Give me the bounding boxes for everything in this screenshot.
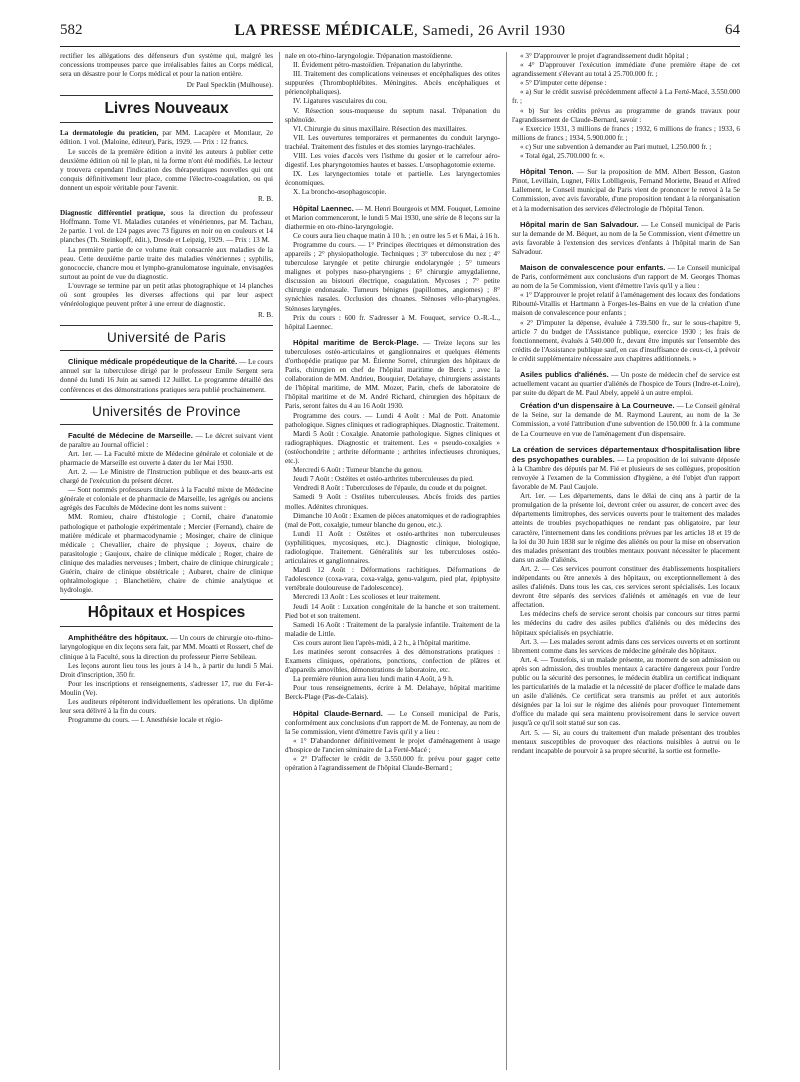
list-item: III. Traitement des complications veineuses et encéphaliques des otites suppurées (Thrombophlébites. Méningites. Abcès encéphaliques et périencéphaliques). (285, 70, 500, 97)
paragraph: « 2° D'affecter le crédit de 3.550.000 fr. prévu pour gager cette opération à l'agrandissement de l'hôpital Claude-Bernard ; (285, 755, 500, 773)
book-title: Diagnostic différentiel pratique, (60, 209, 166, 218)
paragraph: « 1° D'approuver le projet relatif à l'aménagement des locaux des fondations Riboutté-Vitallis et Hartmann à Forges-les-Bains en vue de la création d'une maison de convalescence pour enfants ; (512, 291, 740, 318)
paragraph: Art. 2. — Le Ministre de l'Instruction publique et des beaux-arts est chargé de l'exécution du présent décret. (60, 468, 273, 486)
item-title: Création d'un dispensaire à La Courneuve. (520, 401, 675, 411)
column-2 (285, 52, 500, 1072)
news-item (512, 445, 740, 492)
masthead (60, 22, 740, 40)
item-title: La création de services départementaux d'hospitalisation libre des psychopathes curables. (512, 444, 740, 464)
paragraph: Les leçons auront lieu tous les jours à 14 h., à partir du lundi 5 Mai. Droit d'inscription, 350 fr. (60, 661, 273, 679)
law-article: Art. 2. — Ces services pourront constituer des établissements hospitaliers indépendants ou être annexés à des hôpitaux, ou exceptionnellement à des asiles d'aliénés. Dans tous les cas, ces services seront spécialisés. Les locaux devront être séparés des services d'aliénés et aménagés en vue de leur affectation. (512, 564, 740, 610)
item-text: — Treize leçons sur les tuberculoses ostéo-articulaires et ganglionnaires et quelques éléments d'orthopédie pratique par M. Étienne Sorrel, chirurgien des hôpitaux de Paris, chirurgien en chef de l'hôpital maritime de Berck ; avec la collaboration de MM. Andrieu, Bouquier, Delahaye, chirurgiens assistants de l'hôpital maritime, de MM. Mozer, Parin, chefs de laboratoire de l'hôpital maritime et de M. André Richard, chirurgien des hôpitaux de Paris, seront faites du 4 au 16 Août 1930. (285, 338, 500, 411)
item-text: — Le Conseil général de la Seine, sur la demande de M. Raymond Laurent, au nom de la 3e Commission, a voté l'attribution d'une subvention de 150.000 fr. à la commune de La Courneuve en vue de l'aménagement d'un dispensaire. (512, 402, 740, 438)
book-reference: par MM. Lacapère et Montlaur, 2e édition. 1 vol. (Maloine, éditeur), Paris, 1929. — Prix : 12 francs. (60, 129, 273, 147)
list-item: Jeudi 14 Août : Luxation congénitale de la hanche et son traitement. Pied bot et son traitement. (285, 602, 500, 620)
news-item (512, 401, 740, 438)
item-text: — M. Henri Bourgeois et MM. Fouquet, Lemoine et Marion commenceront, le lundi 5 Mai 1930, une série de 8 leçons sur la diathermie en oto-rhino-laryngologie. (285, 204, 500, 231)
news-item (60, 357, 273, 394)
paragraph: rectifier les allégations des défenseurs d'un système qui, malgré les concessions trompeuses parce que irréalisables faites au Corps médical, sera un désastre pour le Corps médical et pour la nation entière. (60, 52, 273, 79)
list-item: IV. Ligatures vasculaires du cou. (293, 97, 388, 106)
column-3 (512, 52, 740, 1072)
list-item: Mercredi 13 Août : Les scolioses et leur traitement. (293, 593, 441, 602)
list-item: Mardi 5 Août : Coxalgie. Anatomie pathologique. Signes cliniques et radiographiques. Diagnostic et traitement. Les « pseudo-coxalgies » (ostéochondrite ; arthrite déformante ; arthrites infectieuses chroniques, etc.). (285, 429, 500, 466)
paragraph: MM. Romieu, chaire d'histologie ; Cornil, chaire d'anatomie pathologique et pathologie expérimentale ; Mercier (Fernand), chaire de matière médicale et pharmacodynamie ; Mosinger, chaire de clinique médicale ; Chevallier, chaire de physique ; Joyeux, chaire de parasitologie ; Gaujoux, chaire de clinique médicale ; Roger, chaire de clinique des maladies nerveuses ; Imbert, chaire de clinique chirurgicale ; Guérin, chaire de clinique obstétricale ; Aubaret, chaire de clinique ophtalmologique ; Blanchetière, chaire de chimie analytique et hydrologie. (60, 513, 273, 595)
list-item: Samedi 16 Août : Traitement de la paralysie infantile. Traitement de la maladie de Little. (285, 620, 500, 638)
paragraph: Art. 1er. — La Faculté mixte de Médecine générale et coloniale et de pharmacie de Marseille est ouverte à dater du 1er Mai 1930. (60, 449, 273, 467)
section-heading-univ-province: Universités de Province (60, 399, 273, 425)
list-item: X. La broncho-œsophagoscopie. (293, 188, 387, 197)
list-item: Mercredi 6 Août : Tumeur blanche du genou. (293, 466, 423, 475)
item-title: Hôpital maritime de Berck-Plage. (293, 337, 419, 347)
paragraph: Ce cours aura lieu chaque matin à 10 h. ; en outre les 5 et 6 Mai, à 16 h. (293, 231, 500, 240)
list-item: II. Évidement pétro-mastoïdien. Trépanation du labyrinthe. (293, 61, 463, 70)
law-article: Art. 1er. — Les départements, dans le délai de cinq ans à partir de la promulgation de la présente loi, devront créer ou assurer, de concert avec des départements limitrophes, des services ouverts pour le traitement des malades atteints de troubles psychopathiques ne rendant pas obligatoire, par leur caractère, l'internement dans les conditions prévues par les articles 18 et 19 de la loi du 30 Juin 1838 sur le régime des aliénés ou pour la mise en observation des malades présentant des troubles mentaux pouvant nécessiter le placement dans un asile d'aliénés. (512, 492, 740, 564)
paragraph: Pour les inscriptions et renseignements, s'adresser 17, rue du Fer-à-Moulin (Ve). (60, 679, 273, 697)
item-title: Hôpital marin de San Salvadour. (520, 219, 639, 229)
list-item: Dimanche 10 Août : Examen de pièces anatomiques et de radiographies (mal de Pott, coxalgie, tumeur blanche du genou, etc.). (285, 511, 500, 529)
item-text: — Un cours de chirurgie oto-rhino-laryngologique en dix leçons sera fait, par MM. Moatti et Rossert, chef de clinique à la Faculté, sous la direction du professeur Pierre Sebileau. (60, 634, 273, 661)
column-1 (60, 52, 273, 1072)
law-article: Art. 5. — Si, au cours du traitement d'un malade présentant des troubles mentaux susceptibles de provoquer des réactions nuisibles à autrui ou le rendant incapable de pourvoir à sa propre sécurité, la sortie est formelle- (512, 728, 740, 755)
page-number-right: 64 (725, 22, 740, 38)
item-text: — Le cours annuel sur la tuberculose dirigé par le professeur Emile Sergent sera donné du lundi 16 Juin au samedi 12 Juillet. Le programme détaillé des conférences et des démonstrations pratiques sera publié prochainement. (60, 358, 273, 394)
paragraph: « b) Sur les crédits prévus au programme de grands travaux pour l'agrandissement de Claude-Bernard, savoir : (512, 106, 740, 124)
issue-date: , Samedi, 26 Avril 1930 (414, 23, 566, 39)
paragraph: « 5° D'imputer cette dépense : (520, 79, 607, 88)
item-text: — Le Conseil municipal de Paris sur la demande de M. Béquet, au nom de la 5e Commission, vient d'émettre un avis favorable à l'extension des services d'enfants à l'hôpital marin de San Salvadour. (512, 220, 740, 256)
item-title: Maison de convalescence pour enfants. (520, 262, 666, 272)
list-item: Ces cours auront lieu l'après-midi, à 2 h., à l'hôpital maritime. (293, 638, 471, 647)
paragraph: Programme du cours. — 1° Principes électriques et démonstration des appareils ; 2° physiopathologie. Techniques ; 3° tuberculose du nez ; 4° tuberculose laryngée et petite chirurgie endolaryngée ; 5° tumeurs malignes et polypes naso-pharyngiens ; 6° chirurgie amygdalienne, discussion au bistouri électrique, coagulation. Mycoses ; 7° petite chirurgie endonasale. Tumeurs bénignes (papillomes, angiomes) ; 8° synéchies nasales. Occlusion des choanes. Sténoses vélo-pharyngées. Sténoses laryngées. (285, 240, 500, 313)
paragraph: « Exercice 1931, 3 millions de francs ; 1932, 6 millions de francs ; 1933, 6 millions de francs ; 1934, 5.900.000 fr. ; (512, 124, 740, 142)
news-item (285, 338, 500, 412)
signature: R. B. (258, 311, 273, 320)
paragraph: Le succès de la première édition a invité les auteurs à publier cette deuxième édition où nil le plan, ni la forme n'ont été modifiés. Le lecteur y trouvera cependant l'indication des thérapeutiques nouvelles qui ont conquis définitivement leur place, comme l'électro-coagulation, ou qui donnent un espoir véritable pour l'avenir. (60, 147, 273, 192)
paragraph: « 1° D'abandonner définitivement le projet d'aménagement à usage d'hospice de l'ancien séminaire de La Ferté-Macé ; (285, 736, 500, 754)
item-title: Asiles publics d'aliénés. (520, 370, 609, 379)
paragraph: Prix du cours : 600 fr. S'adresser à M. Fouquet, service O.-R.-L., hôpital Laennec. (285, 313, 500, 331)
law-article: Art. 4. — Toutefois, si un malade présente, au moment de son admission ou après son admission, des troubles mentaux à caractère dangereux pour l'ordre public ou la sécurité des personnes, le médecin établira un certificat indiquant les particularités de la maladie et la nécessité de placer d'office le malade dans un asile d'aliénés. Ce certificat sera transmis au préfet et aux autorités désignées par la loi sur le régime des aliénés pour provoquer l'internement d'office du malade qui sera maintenu provisoirement dans le service ouvert jusqu'à ce qu'il soit statué sur son cas. (512, 655, 740, 728)
news-item (512, 263, 740, 291)
paragraph: « Total égal, 25.700.000 fr. ». (520, 152, 605, 161)
list-item: IX. Les laryngectomies totale et partielle. Les laryngectomies économiques. (285, 170, 500, 188)
list-item: Lundi 11 Août : Ostéites et ostéo-arthrites non tuberculeuses (syphilitiques, mycosiques, etc.). Diagnostic clinique, biologique, radiologique. Traitement. Généralités sur les tuberculoses ostéo-articulaires et ganglionnaires. (285, 529, 500, 566)
item-text: — Le Conseil municipal de Paris, conformément aux conclusions d'un rapport de M. Georges Thomas au nom de la 5e Commission, vient d'émettre l'avis qu'il y a lieu : (512, 263, 740, 291)
list-item: Mardi 12 Août : Déformations rachitiques. Déformations de l'adolescence (coxa-vara, coxa-valga, genu-valgum, pied plat, épiphysite vertébrale douloureuse de l'adolescence). (285, 566, 500, 593)
list-item: V. Résection sous-muqueuse du septum nasal. Trépanation du sphénoïde. (285, 106, 500, 124)
list-item: Les matinées seront consacrées à des démonstrations pratiques : Examens cliniques, opérations, ponctions, confection de plâtres et d'appareils amovibles, démonstrations de laboratoire, etc. (285, 648, 500, 675)
column-rule (506, 52, 507, 1070)
list-item: VII. Les ouvertures temporaires et permanentes du conduit laryngo-trachéal. Traitement des fistules et des stomies laryngo-trachéales. (285, 133, 500, 151)
item-text: — Le décret suivant vient de paraître au Journal officiel : (60, 431, 273, 449)
list-item: Vendredi 8 Août : Tuberculoses de l'épaule, du coude et du poignet. (293, 484, 487, 493)
paragraph: Les médecins chefs de service seront choisis par concours sur titres parmi les médecins du cadre des asiles publics d'aliénés ou des médecins des hôpitaux spécialisés en psychiatrie. (512, 610, 740, 637)
paragraph: Les auditeurs répèteront individuellement les opérations. Un diplôme leur sera délivré à la fin du cours. (60, 697, 273, 716)
list-item: Jeudi 7 Août : Ostéites et ostéo-arthrites tuberculeuses du pied. (293, 475, 474, 484)
news-item (285, 709, 500, 737)
paragraph: nale en oto-rhino-laryngologie. Trépanation mastoïdienne. (285, 52, 453, 60)
section-heading-livres: Livres Nouveaux (60, 95, 273, 123)
list-item: VIII. Les voies d'accès vers l'isthme du gosier et le carrefour aéro-digestif. Les pharyngotomies hautes et basses. L'œsophagotomie externe. (285, 152, 500, 170)
list-item: Samedi 9 Août : Ostéites tuberculeuses. Abcès froids des parties molles. Adénites chroniques. (285, 493, 500, 511)
book-review-ref (60, 129, 273, 147)
paragraph: « 2° D'imputer la dépense, évaluée à 739.500 fr., sur le sous-chapitre 9, article 7 du budget de l'Assistance publique, exercice 1930 ; les frais de fonctionnement, évalués à 540.000 fr., devant être imputés sur l'ensemble des crédits de l'Assistance publique sauf, en cas d'insuffisance de ceux-ci, à prévoir le crédit supplémentaire nécessaire aux chapitres additionnels. » (512, 318, 740, 363)
item-title: Hôpital Laennec. (293, 203, 354, 213)
paragraph: « c) Sur une subvention à demander au Pari mutuel, 1.250.000 fr. ; (520, 142, 712, 151)
news-item (512, 220, 740, 257)
item-title: Amphithéâtre des hôpitaux. (68, 633, 169, 643)
paragraph: Programme du cours. — I. Anesthésie locale et régio- (68, 716, 223, 725)
paragraph: La première partie de ce volume était consacrée aux maladies de la peau. Cette deuxième partie traite des maladies vénériennes ; syphilis, gonococcie, chancre mou et lympho-granulomatose inguinale, envisagées surtout au point de vue du diagnostic. (60, 245, 273, 281)
list-item: Programme des cours. — Lundi 4 Août : Mal de Pott. Anatomie pathologique. Signes cliniques et radiographiques. Diagnostic. Traitement. (285, 411, 500, 429)
list-item: Pour tous renseignements, écrire à M. Delahaye, hôpital maritime Berck-Plage (Pas-de-Calais). (285, 684, 500, 702)
book-review-ref (60, 209, 273, 245)
book-reference: sous la direction du professeur Hoffmann. Tome VI. Maladies cutanées et vénériennes, par M. Tachau, 2e partie. 1 vol. de 124 pages avec 73 figures en noir ou en couleurs et 14 planches (Th. Steinkopff, édit.), Dresde et Leipzig, 1929. — Prix : 13 M. (60, 209, 273, 245)
item-title: Hôpital Claude-Bernard. (293, 708, 383, 718)
paragraph: « 4° D'approuver l'exécution immédiate d'une première étape de cet agrandissement s'élevant au total à 25.700.000 fr. ; (512, 61, 740, 79)
news-item (512, 370, 740, 398)
item-title: Faculté de Médecine de Marseille. (68, 430, 193, 440)
column-rule (279, 52, 280, 1070)
item-title: Hôpital Tenon. (520, 167, 574, 177)
item-title: Clinique médicale propédeutique de la Charité. (68, 357, 238, 367)
signature: R. B. (258, 195, 273, 204)
journal-title: LA PRESSE MÉDICALE (234, 22, 415, 39)
signature: Dr Paul Specklin (Mulhouse). (186, 81, 273, 90)
item-text: — Un poste de médecin chef de service est actuellement vacant au quartier d'aliénés de l'hospice de Tours (Indre-et-Loire), par suite du départ de M. Paul Abely, appelé à un autre emploi. (512, 371, 740, 398)
law-article: Art. 3. — Les malades seront admis dans ces services ouverts et en sortiront librement comme dans les services de médecine générale des hôpitaux. (512, 637, 740, 655)
news-item (512, 167, 740, 213)
news-item (60, 431, 273, 450)
section-heading-hopitaux: Hôpitaux et Hospices (60, 599, 273, 627)
paragraph: — Sont nommés professeurs titulaires à la Faculté mixte de Médecine générale et coloniale et de pharmacie de Marseille, les agrégés ou anciens agrégés des Facultés de Médecine dont les noms suivent : (60, 486, 273, 513)
news-item (285, 204, 500, 232)
page-number-left: 582 (60, 22, 83, 38)
list-item: VI. Chirurgie du sinus maxillaire. Résection des maxillaires. (293, 124, 467, 133)
news-item (60, 633, 273, 661)
book-title: La dermatologie du praticien, (60, 129, 159, 138)
section-heading-univ-paris: Université de Paris (60, 325, 273, 351)
list-item: La première réunion aura lieu lundi matin 4 Août, à 9 h. (293, 675, 454, 684)
paragraph: L'ouvrage se termine par un petit atlas photographique et 14 planches où sont groupées les diverses affections qui par leur aspect vénéréologique peuvent prêter à une erreur de diagnostic. (60, 281, 273, 309)
paragraph: « a) Sur le crédit susvisé précédemment affecté à La Ferté-Macé, 3.550.000 fr. ; (512, 88, 740, 106)
item-text: — Sur la proposition de MM. Albert Besson, Gaston Pinot, Levillain, Lugnet, Félix Loblligeois, Fernand Moriette, Beaud et Alfred Lallement, le Conseil municipal de Paris vient de prononcer le renvoi à la 5e Commission, avec avis favorable, d'une proposition tendant à la réorganisation et à la modernisation des services d'électrologie de l'hôpital Tenon. (512, 168, 740, 213)
item-text: — Le Conseil municipal de Paris, conformément aux conclusions d'un rapport de M. de Fontenay, au nom de la 5e commission, vient d'émettre l'avis qu'il y a lieu : (285, 709, 500, 736)
paragraph: « 3° D'approuver le projet d'agrandissement dudit hôpital ; (520, 52, 689, 60)
page-header (60, 22, 740, 47)
item-text: — La proposition de loi suivante déposée à la Chambre des députés par M. Fié et plusieurs de ses collègues, proposition renvoyée à l'examen de la Commission d'hygiène, a été l'objet d'un rapport favorable de M. Paul Caujole. (512, 455, 740, 492)
